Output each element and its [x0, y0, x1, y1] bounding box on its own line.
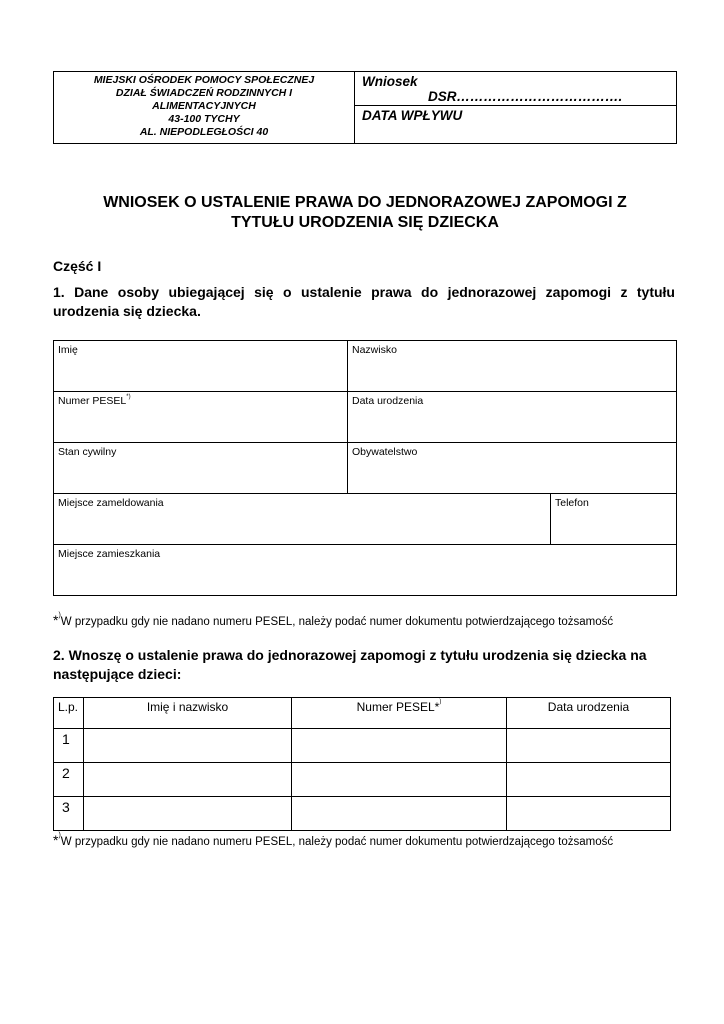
citizenship-label: Obywatelstwo [352, 446, 418, 458]
pesel-field[interactable] [54, 392, 347, 442]
institution-line: AL. NIEPODLEGŁOŚCI 40 [139, 126, 269, 138]
marital-status-field[interactable] [54, 443, 347, 493]
institution-address [54, 72, 355, 143]
table-row [54, 494, 676, 545]
part-label: Część I [53, 258, 102, 274]
applicant-data-table [53, 340, 677, 596]
footnote-paren: ) [58, 832, 61, 839]
registration-box [355, 72, 676, 143]
institution-line: DZIAŁ ŚWIADCZEŃ RODZINNYCH I [115, 87, 293, 99]
last-name-field[interactable] [347, 341, 676, 391]
institution-line: 43-100 TYCHY [168, 113, 240, 125]
child-birth-date-cell[interactable] [506, 729, 670, 762]
child-pesel-cell[interactable] [291, 729, 506, 762]
residence-label: Miejsce zamieszkania [58, 548, 161, 560]
phone-field[interactable] [550, 494, 676, 544]
footnote-marker: ) [439, 699, 442, 705]
institution-line: MIEJSKI OŚRODEK POMOCY SPOŁECZNEJ [93, 74, 315, 86]
child-name-cell[interactable] [83, 797, 291, 830]
children-table [53, 697, 671, 831]
registered-address-label: Miejsce zameldowania [58, 497, 164, 509]
marital-status-label: Stan cywilny [58, 446, 117, 458]
institution-line: ALIMENTACYJNYCH [152, 100, 256, 112]
footnote-paren: ) [58, 612, 61, 619]
column-header-pesel [291, 698, 506, 728]
last-name-label: Nazwisko [352, 344, 397, 356]
first-name-field[interactable] [54, 341, 347, 391]
title-line: TYTUŁU URODZENIA SIĘ DZIECKA [231, 214, 499, 231]
footnote-text: W przypadku gdy nie nadano numeru PESEL, należy podać numer dokumentu potwierdzającego tożsamość [60, 616, 614, 628]
child-name-cell[interactable] [83, 763, 291, 796]
section2-heading: 2. Wnoszę o ustalenie prawa do jednorazowej zapomogi z tytułu urodzenia się dziecka na następujące dzieci: [53, 647, 647, 682]
receipt-date-label: DATA WPŁYWU [362, 108, 463, 123]
child-birth-date-cell[interactable] [506, 797, 670, 830]
row-number: 3 [62, 799, 70, 815]
footnote-text: W przypadku gdy nie nadano numeru PESEL, należy podać numer dokumentu potwierdzającego tożsamość [60, 836, 614, 848]
wniosek-label: Wniosek [362, 74, 418, 89]
section1-heading: 1. Dane osoby ubiegającej się o ustalenie prawa do jednorazowej zapomogi z tytułu urodzenia się dziecka. [53, 284, 675, 319]
table-row [54, 729, 670, 763]
child-name-cell[interactable] [83, 729, 291, 762]
row-number: 2 [62, 765, 70, 781]
table-row [54, 797, 670, 830]
row-number: 1 [62, 731, 70, 747]
column-header-birth-date: Data urodzenia [506, 698, 670, 728]
pesel-label: Numer PESEL [58, 395, 127, 407]
column-header-name: Imię i nazwisko [83, 698, 291, 728]
phone-label: Telefon [555, 497, 589, 509]
footnote-asterisk: * [53, 612, 59, 628]
pesel-header-label: Numer PESEL* [356, 700, 440, 714]
table-header-row [54, 698, 670, 729]
registered-address-field[interactable] [54, 494, 550, 544]
table-row [54, 341, 676, 392]
citizenship-field[interactable] [347, 443, 676, 493]
footnote-marker: *) [126, 394, 131, 400]
application-number-field[interactable] [355, 72, 676, 106]
column-header-lp: L.p. [58, 700, 79, 714]
dsr-label: DSR………………………………. [428, 89, 623, 104]
pesel-footnote [53, 832, 613, 848]
table-row [54, 443, 676, 494]
first-name-label: Imię [58, 344, 78, 356]
child-birth-date-cell[interactable] [506, 763, 670, 796]
child-pesel-cell[interactable] [291, 797, 506, 830]
table-row [54, 763, 670, 797]
document-title [53, 193, 677, 233]
title-line: WNIOSEK O USTALENIE PRAWA DO JEDNORAZOWEJ ZAPOMOGI Z [103, 194, 627, 211]
receipt-date-field[interactable] [355, 106, 676, 123]
table-row [54, 545, 676, 595]
residence-field[interactable] [54, 545, 676, 595]
pesel-footnote [53, 612, 613, 628]
birth-date-label: Data urodzenia [352, 395, 424, 407]
birth-date-field[interactable] [347, 392, 676, 442]
footnote-asterisk: * [53, 832, 59, 848]
table-row [54, 392, 676, 443]
child-pesel-cell[interactable] [291, 763, 506, 796]
header-box [53, 71, 677, 144]
